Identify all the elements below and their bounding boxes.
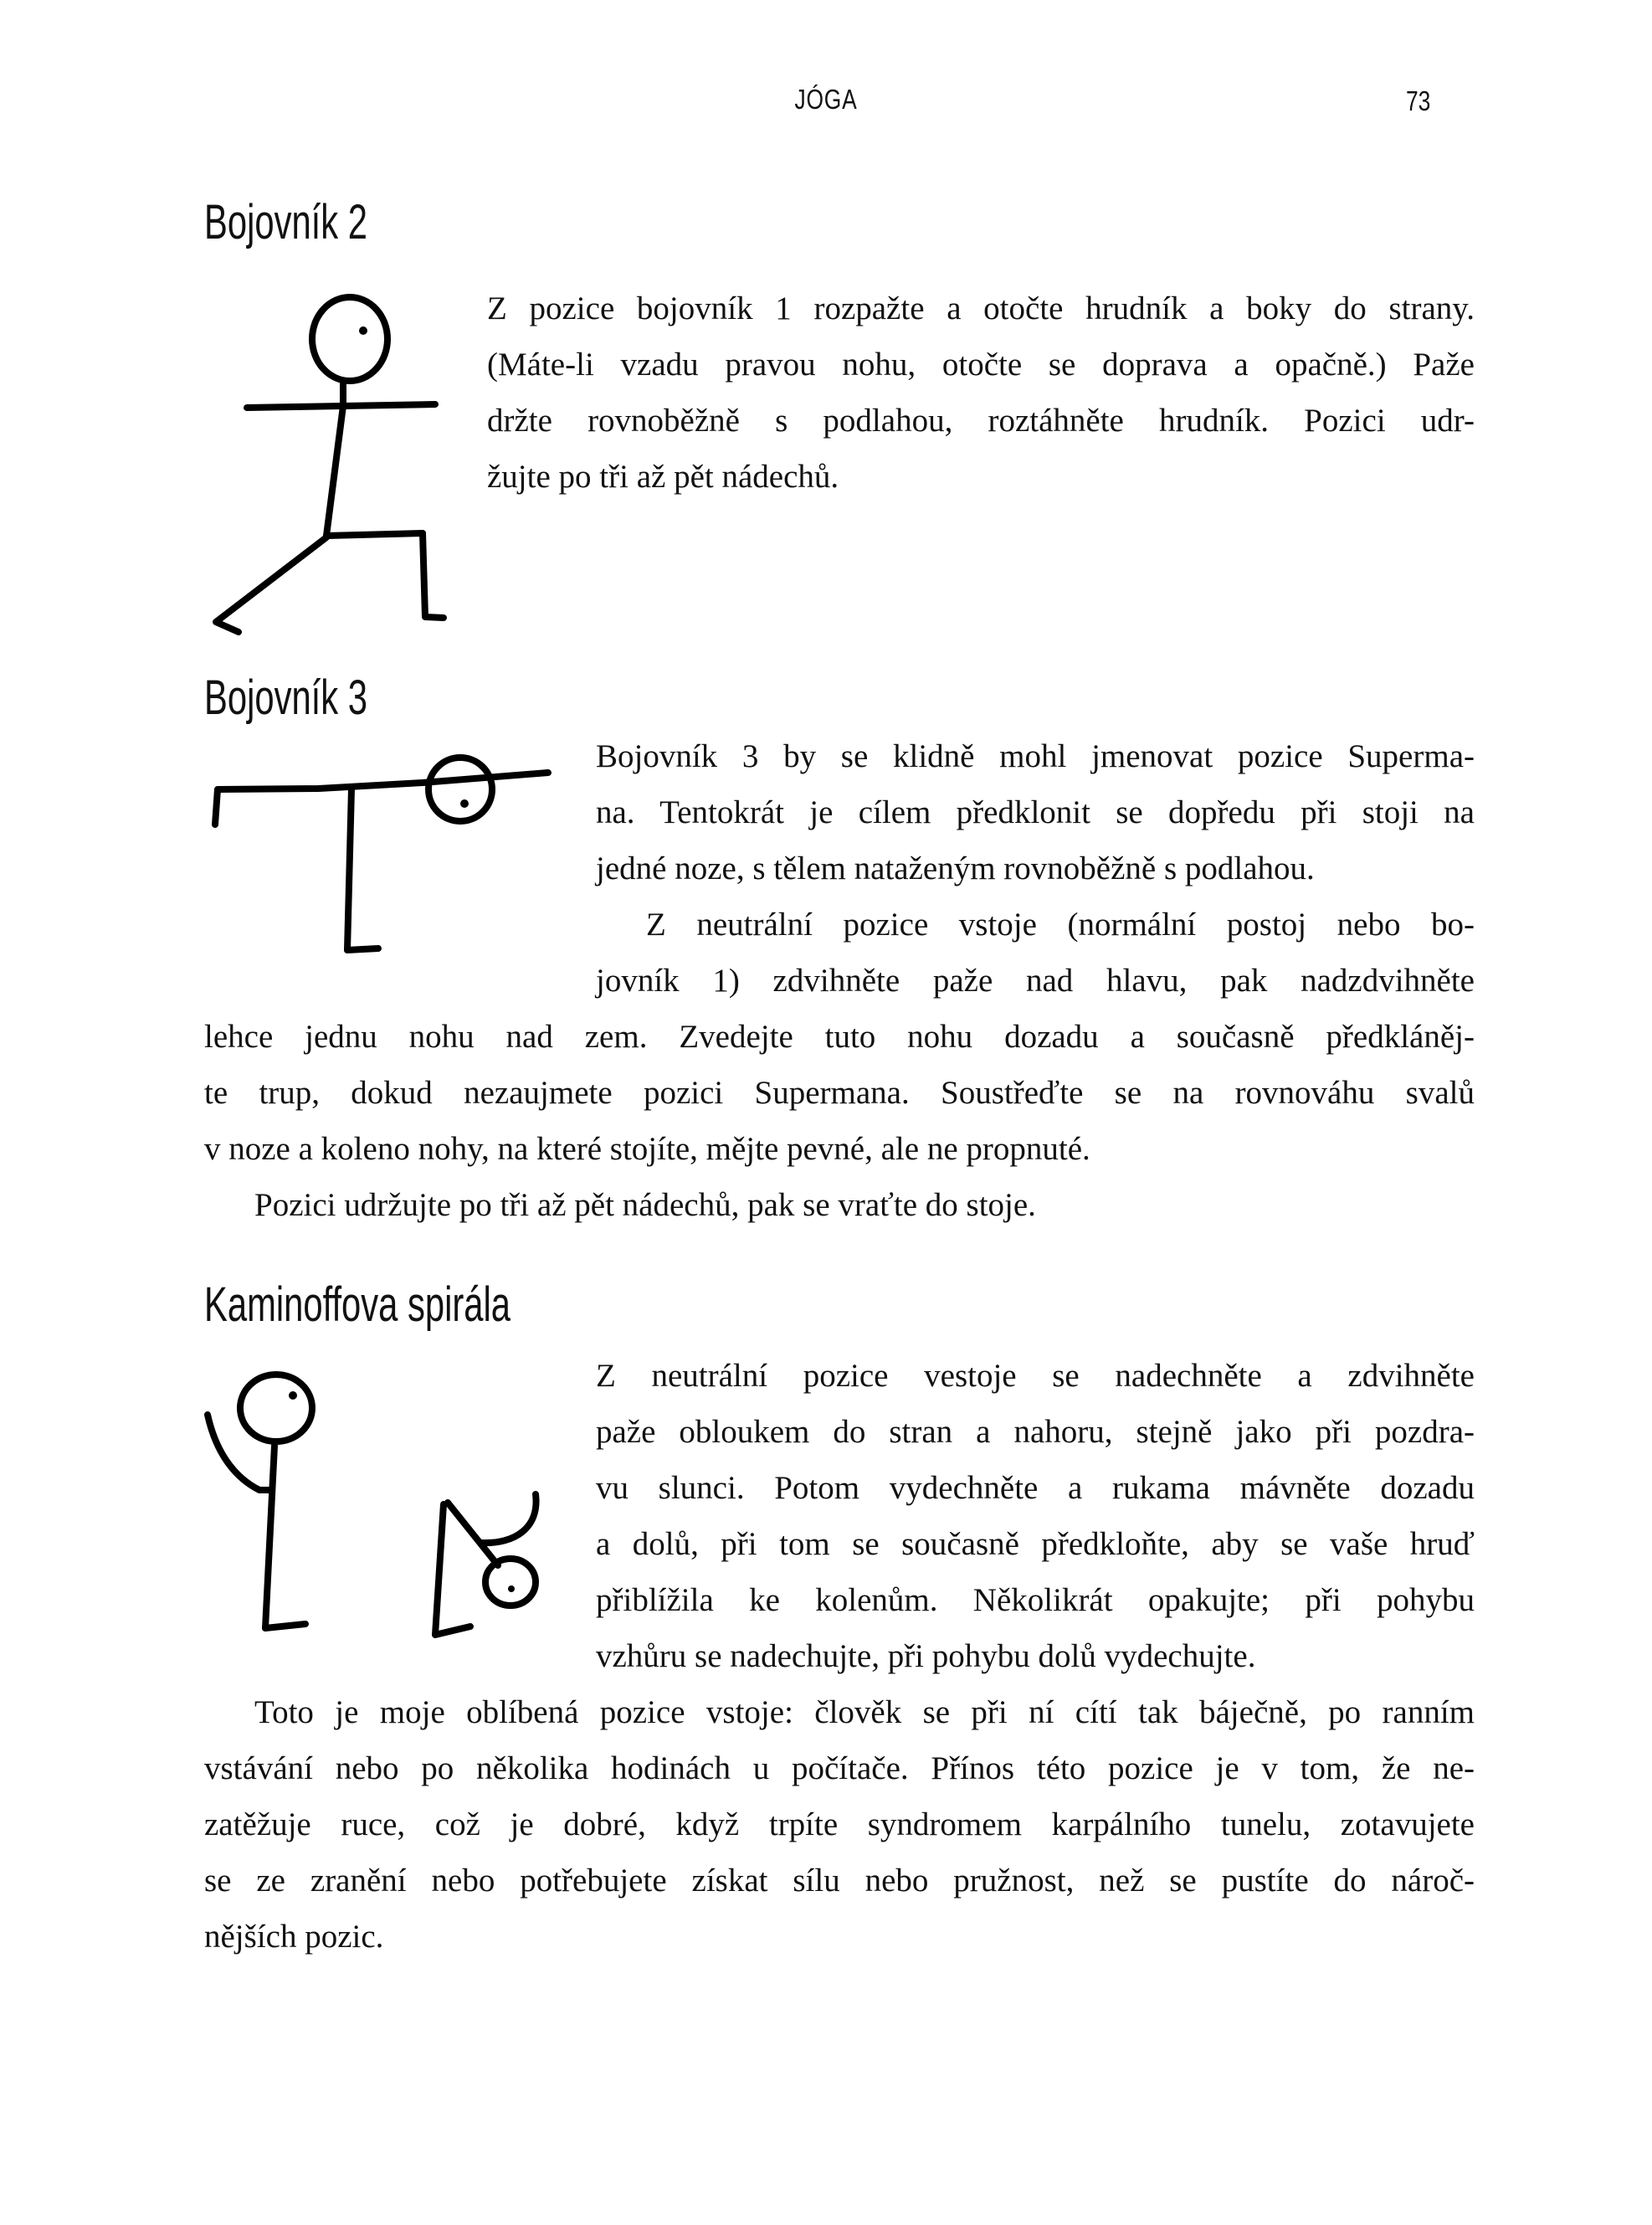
text-line: Pozici udržujte po tři až pět nádechů, pak se vraťte do stoje. — [254, 1187, 1036, 1223]
text-line: nějších pozic. — [204, 1919, 384, 1955]
paragraph-kaminoff-intro — [596, 1348, 1475, 1684]
stick-figures-kaminoff-spiral-icon — [201, 1360, 569, 1653]
text-line: jedné noze, s tělem nataženým rovnoběžně s podlahou. — [596, 850, 1315, 886]
text-line: přiblížila ke kolenům. Několikrát opakujte; při pohybu — [596, 1582, 1475, 1618]
text-line: jovník 1) zdvihněte paže nad hlavu, pak nadzdvihněte — [596, 963, 1475, 999]
text-line: vzhůru se nadechujte, při pohybu dolů vydechujte. — [596, 1638, 1256, 1674]
text-line: Bojovník 3 by se klidně mohl jmenovat pozice Superma- — [596, 738, 1475, 774]
section-heading-warrior-3: Bojovník 3 — [204, 671, 367, 725]
stick-figure-warrior-2-icon — [201, 289, 452, 640]
text-line: paže obloukem do stran a nahoru, stejně jako při pozdra- — [596, 1414, 1475, 1450]
text-line: na. Tentokrát je cílem předklonit se dopředu při stoji na — [596, 794, 1475, 830]
section-heading-kaminoff-spiral: Kaminoffova spirála — [204, 1277, 510, 1332]
text-line: a dolů, při tom se současně předkloňte, aby se vaše hruď — [596, 1526, 1475, 1562]
text-line: vu slunci. Potom vydechněte a rukama mávněte dozadu — [596, 1470, 1475, 1506]
text-line: vstávání nebo po několika hodinách u počítače. Přínos této pozice je v tom, že ne- — [204, 1750, 1475, 1786]
running-head-title: JÓGA — [794, 84, 858, 115]
text-line: (Máte-li vzadu pravou nohu, otočte se doprava a opačně.) Paže — [487, 347, 1475, 383]
text-line: se ze zranění nebo potřebujete získat sílu nebo pružnost, než se pustíte do nároč- — [204, 1863, 1475, 1899]
text-line: Z neutrální pozice vestoje se nadechněte a zdvihněte — [596, 1358, 1475, 1394]
paragraph-warrior-3-body — [204, 1009, 1475, 1233]
text-line: zatěžuje ruce, což je dobré, když trpíte syndromem karpálního tunelu, zotavujete — [204, 1806, 1475, 1842]
paragraph-kaminoff-body — [204, 1684, 1475, 1965]
text-line: Z pozice bojovník 1 rozpažte a otočte hrudník a boky do strany. — [487, 290, 1475, 326]
text-line: Toto je moje oblíbená pozice vstoje: člověk se při ní cítí tak báječně, po ranním — [254, 1694, 1475, 1730]
text-line: Z neutrální pozice vstoje (normální postoj nebo bo- — [646, 907, 1475, 943]
paragraph-warrior-2 — [487, 280, 1475, 505]
text-line: te trup, dokud nezaujmete pozici Supermana. Soustřeďte se na rovnováhu svalů — [204, 1075, 1475, 1111]
text-line: v noze a koleno nohy, na které stojíte, mějte pevné, ale ne propnuté. — [204, 1131, 1090, 1167]
stick-figure-warrior-3-icon — [201, 741, 569, 967]
text-line: lehce jednu nohu nad zem. Zvedejte tuto nohu dozadu a současně předkláněj- — [204, 1019, 1475, 1055]
text-line: žujte po tři až pět nádechů. — [487, 459, 839, 495]
paragraph-warrior-3-intro — [596, 728, 1475, 1009]
text-line: držte rovnoběžně s podlahou, roztáhněte hrudník. Pozici udr- — [487, 403, 1475, 439]
section-heading-warrior-2: Bojovník 2 — [204, 195, 367, 249]
page-number: 73 — [1406, 85, 1431, 116]
